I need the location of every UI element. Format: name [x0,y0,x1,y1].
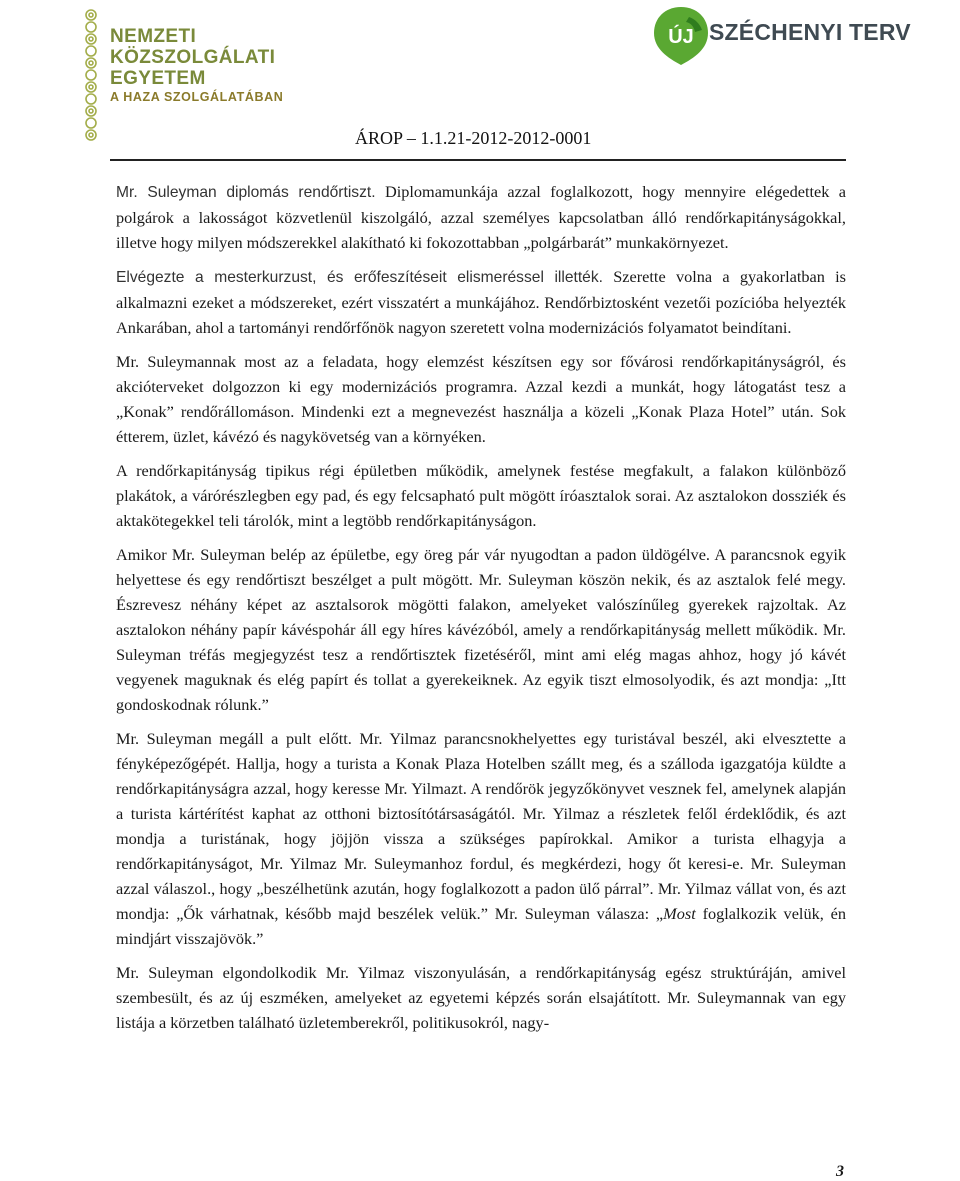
paragraph-lead: Mr. Suleyman diplomás rendőrtiszt. [116,184,376,201]
university-name-line2: KÖZSZOLGÁLATI [110,47,276,68]
paragraph-text: Mr. Suleyman megáll a pult előtt. Mr. Yilmaz parancsnokhelyettes egy turistával beszél, aki elvesztette a fényképezőgépét. Hallja, hogy a turista a Konak Plaza Hotelben szállt meg, és a szálloda igazgatója küldte a rendőrkapitányságra azzal, hogy keresse Mr. Yilmazt. A rendőrök jegyzőkönyvet vesznek fel, amelynek alapján a turista kártérítést kaphat az otthoni biztosítótársaságától. Mr. Yilmaz a részletek felől érdeklődik, és azt mondja a turistának, hogy jöjjön vissza a szükséges papírokkal. Amikor a turista elhagyja a rendőrkapitányságot, Mr. Yilmaz Mr. Suleymanhoz fordul, és megkérdezi, hogy őt keresi-e. Mr. Suleyman azzal válaszol., hogy „beszélhetünk azután, hogy foglalkozott a padon ülő párral”. Mr. Yilmaz vállat von, és azt mondja: „Ők várhatnak, később majd beszélek velük.” Mr. Suleyman válasza: „ [116,729,846,923]
header-divider [110,159,846,161]
page-number: 3 [836,1163,844,1180]
program-name: SZÉCHENYI TERV [709,19,911,45]
university-name-line1: NEMZETI [110,26,197,47]
university-tagline: A HAZA SZOLGÁLATÁBAN [110,90,284,104]
project-code: ÁROP – 1.1.21-2012-2012-0001 [355,128,592,148]
paragraph: A rendőrkapitányság tipikus régi épületben működik, amelynek festése megfakult, a falakon különböző plakátok, a várórészlegben egy pad, és egy felcsapható pult mögött íróasztalok sorai. Az asztalokon dossziék és aktakötegekkel teli tárolók, mint a legtöbb rendőrkapitányságon. [116,461,846,530]
szechenyi-terv-badge [651,5,711,67]
paragraph: Amikor Mr. Suleyman belép az épületbe, egy öreg pár vár nyugodtan a padon üldögélve. A parancsnok egyik helyettese és egy rendőrtiszt beszélget a pult mögött. Mr. Suleyman köszön nekik, és az asztalok felé megy. Észrevesz néhány képet az asztalsorok mögötti falakon, amelyeket valószínűleg gyerekek rajzoltak. Az asztalokon néhány papír kávéspohár áll egy híres kávézóból, amely a rendőrkapitányság mellett működik. Mr. Suleyman tréfás megjegyzést tesz a rendőrtisztek fizetéséről, mint ami elég magas ahhoz, hogy jó kávét vegyenek maguknak és elég papírt és tollat a gyerekeiknek. Az egyik tiszt elmosolyodik, és azt mondja: „Itt gondoskodnak rólunk.” [116,545,846,714]
paragraph [116,179,846,255]
university-name-line3: EGYETEM [110,68,206,89]
paragraph [116,264,846,340]
university-logo-text [110,27,283,104]
paragraph [116,726,846,951]
paragraph-text: foglalkozik velük, én mindjárt visszajövök.” [116,904,847,948]
paragraph: Mr. Suleyman elgondolkodik Mr. Yilmaz viszonyulásán, a rendőrkapitányság egész struktúráján, amivel szembesült, és az új eszméken, amelyeket az egyetemi képzés során elsajátított. Mr. Suleymannak van egy listája a körzetben található üzletemberekről, politikusokról, nagy- [116,963,846,1032]
document-body [116,179,846,1044]
badge-text: ÚJ [668,26,694,48]
paragraph-text: Diplomamunkája azzal foglalkozott, hogy mennyire elégedettek a polgárok a lakosságot közvetlenül kiszolgáló, azzal személyes kapcsolatban álló rendőrkapitányságokkal, illetve hogy milyen módszerekkel alakítható ki fokozottabban „polgárbarát” munkakörnyezet. [116,182,846,252]
page-header [0,0,960,160]
paragraph-text: Szerette volna a gyakorlatban is alkalmazni ezeket a módszereket, ezért visszatért a munkájához. Rendőrbiztosként vezetői pozícióba helyezték Ankarában, ahol a tartományi rendőrfőnök nagyon szeretett volna modernizációs folyamatot beindítani. [116,267,846,337]
emphasis: Most [663,904,696,923]
paragraph: Mr. Suleymannak most az a feladata, hogy elemzést készítsen egy sor fővárosi rendőrkapitányságról, és akcióterveket dolgozzon ki egy modernizációs programra. Azzal kezdi a munkát, hogy látogatást tesz a „Konak” rendőrállomáson. Mindenki ezt a megnevezést használja a közeli „Konak Plaza Hotel” után. Sok étterem, üzlet, kávézó és nagykövetség van a környéken. [116,352,846,446]
ornament-column-icon [78,8,104,144]
paragraph-lead: Elvégezte a mesterkurzust, és erőfeszítéseit elismeréssel illették. [116,269,603,286]
